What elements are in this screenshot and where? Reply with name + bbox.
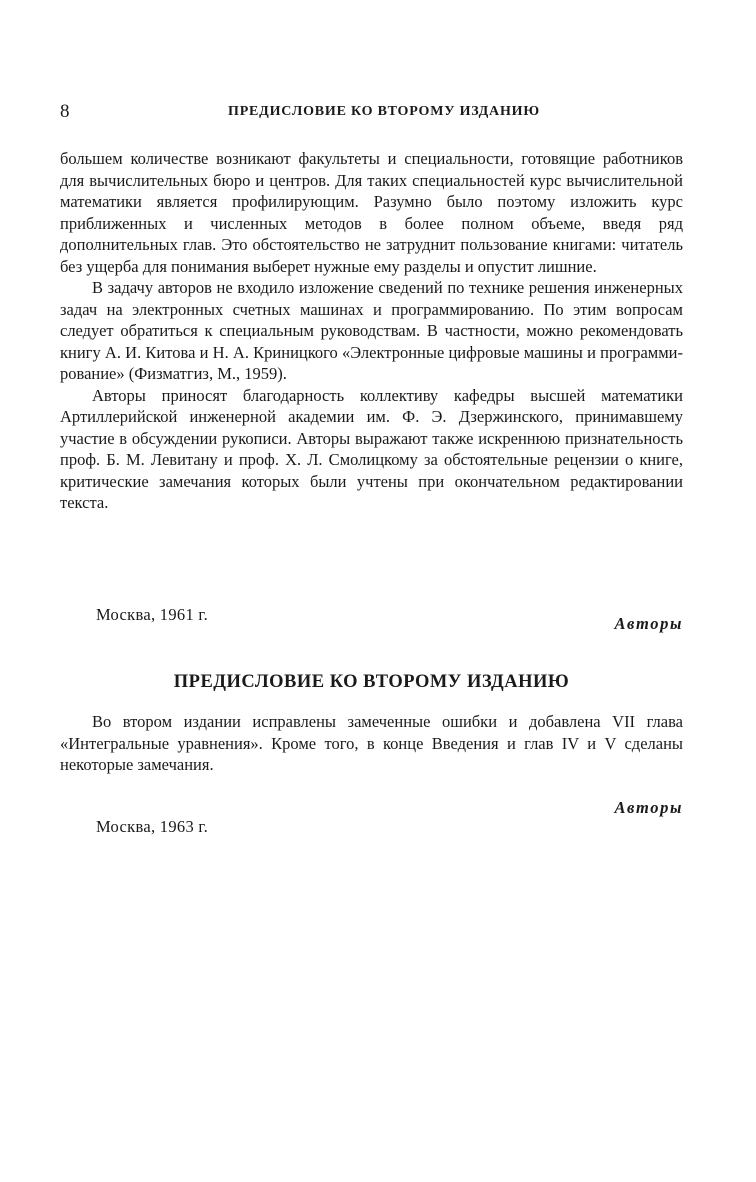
book-page <box>60 0 683 1182</box>
paragraph: Во втором издании исправлены замеченные ошибки и добавлена VII глава «Интегральные уравнения». Кроме того, в конце Введения и глав IV и V сделаны некоторые замечания. <box>60 712 683 774</box>
paragraph: большем количестве возникают факультеты и специальности, готовящие работников для вычислительных бюро и центров. Для таких специальностей курс вычислительной математики является профилирующим. Разумно было поэтому изложить курс приближенных и численных методов в более полном объеме, введя ряд дополнительных глав. Это обстоятельство не затруднит пользование книгами: читатель без ущерба для понимания выберет нужные ему разделы и опустит лишние. <box>60 149 683 276</box>
second-preface-text <box>60 711 683 776</box>
running-header-title: ПРЕДИСЛОВИЕ КО ВТОРОМУ ИЗДАНИЮ <box>228 104 540 119</box>
dateline: Москва, 1963 г. <box>96 817 209 836</box>
authors-signature: Авторы <box>614 614 683 633</box>
section-heading: ПРЕДИСЛОВИЕ КО ВТОРОМУ ИЗДАНИЮ <box>173 672 570 692</box>
paragraph: Авторы приносят благодарность коллективу кафедры высшей математики Артиллерийской инженерной академии им. Ф. Э. Дзержинского, принимавшему участие в обсуждении рукописи. Авторы выражают также искреннюю признательность проф. Б. М. Левитану и проф. Х. Л. Смолицкому за обстоятельные рецензии о книге, критические замечания которых были учтены при окончательном редактировании текста. <box>60 385 683 512</box>
first-preface-text <box>60 148 683 514</box>
running-header <box>60 100 683 124</box>
paragraph: В задачу авторов не входило изложение сведений по технике решения инженерных задач на электронных счетных машинах и программированию. По этим вопросам следует обратиться к специальным руководствам. В частности, можно рекомендовать книгу А. И. Китова и Н. А. Криницкого «Электронные цифровые машины и программирование» (Физматгиз, М., 1959). <box>60 278 683 383</box>
page-number: 8 <box>60 101 70 122</box>
authors-signature: Авторы <box>614 798 683 817</box>
dateline: Москва, 1961 г. <box>96 605 209 624</box>
